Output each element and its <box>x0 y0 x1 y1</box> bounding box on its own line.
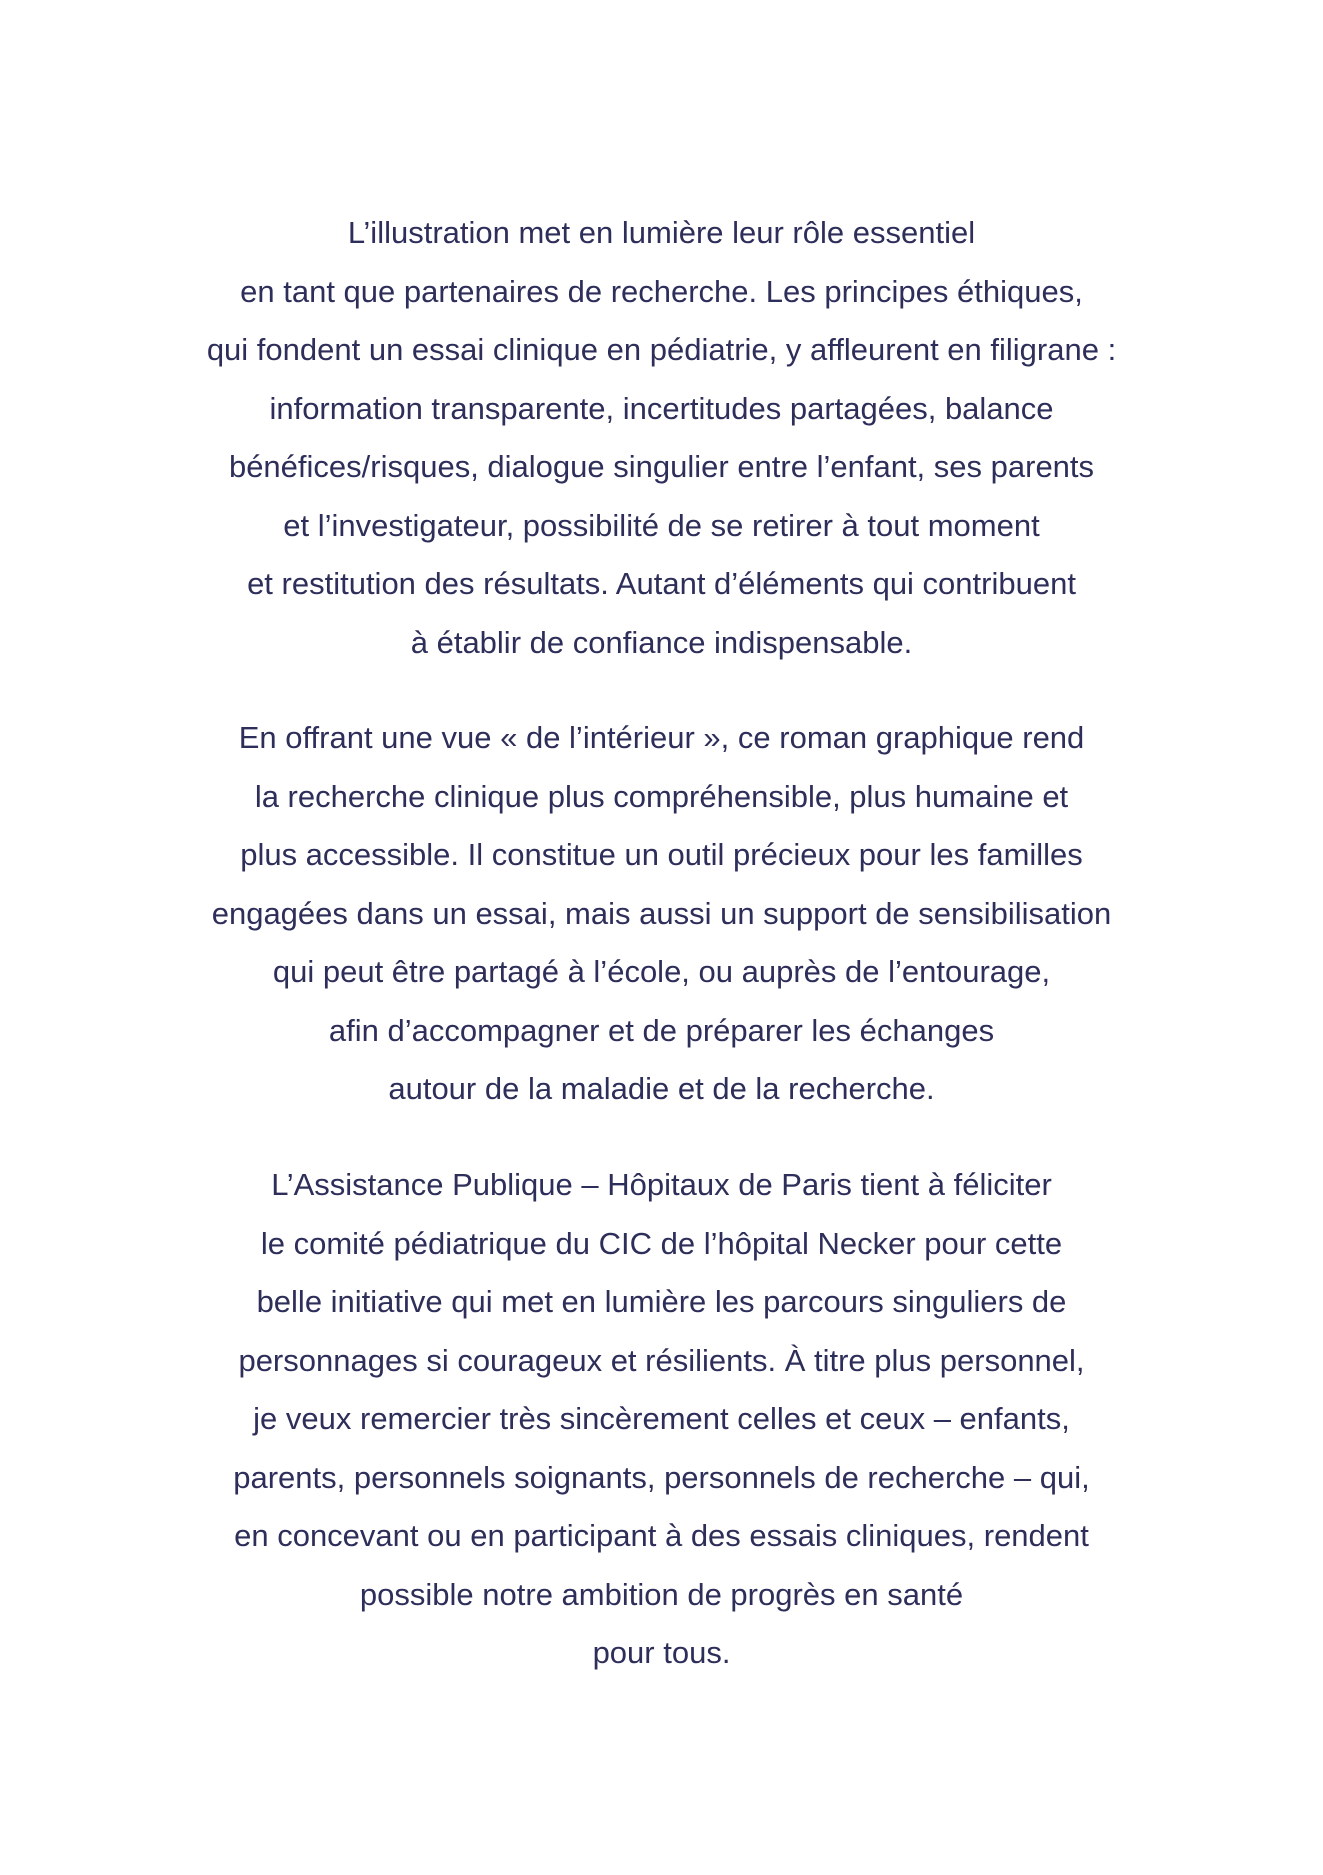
paragraph-line: la recherche clinique plus compréhensible, plus humaine et <box>254 778 1069 814</box>
paragraph-line: parents, personnels soignants, personnels de recherche – qui, <box>233 1459 1090 1495</box>
paragraph-line: autour de la maladie et de la recherche. <box>388 1071 935 1106</box>
paragraph-3 <box>0 1156 1323 1683</box>
paragraph-line: afin d’accompagner et de préparer les échanges <box>328 1012 995 1048</box>
paragraph-line: qui fondent un essai clinique en pédiatrie, y affleurent en filigrane : <box>206 332 1117 367</box>
paragraph-line: belle initiative qui met en lumière les parcours singuliers de <box>256 1284 1067 1319</box>
paragraph-line: en concevant ou en participant à des essais cliniques, rendent <box>234 1518 1089 1553</box>
paragraph-line: possible notre ambition de progrès en santé <box>359 1576 964 1612</box>
paragraph-line: qui peut être partagé à l’école, ou auprès de l’entourage, <box>272 954 1051 989</box>
paragraph-1 <box>0 204 1323 672</box>
paragraph-line: bénéfices/risques, dialogue singulier entre l’enfant, ses parents <box>228 449 1095 484</box>
paragraph-line: engagées dans un essai, mais aussi un support de sensibilisation <box>211 895 1112 931</box>
paragraph-line: pour tous. <box>592 1635 731 1670</box>
paragraph-2 <box>0 709 1323 1119</box>
paragraph-line: et restitution des résultats. Autant d’éléments qui contribuent <box>247 566 1076 601</box>
paragraph-line: En offrant une vue « de l’intérieur », ce roman graphique rend <box>238 720 1085 755</box>
paragraph-line: L’Assistance Publique – Hôpitaux de Paris tient à féliciter <box>271 1167 1052 1202</box>
paragraph-line: information transparente, incertitudes partagées, balance <box>269 390 1054 426</box>
paragraph-line: et l’investigateur, possibilité de se retirer à tout moment <box>283 507 1040 543</box>
paragraph-line: le comité pédiatrique du CIC de l’hôpital Necker pour cette <box>260 1225 1063 1261</box>
paragraph-line: personnages si courageux et résilients. À titre plus personnel, <box>238 1342 1085 1378</box>
paragraph-line: plus accessible. Il constitue un outil précieux pour les familles <box>240 837 1083 872</box>
paragraph-line: à établir de confiance indispensable. <box>410 624 913 660</box>
paragraph-line: en tant que partenaires de recherche. Les principes éthiques, <box>240 273 1083 309</box>
paragraph-line: L’illustration met en lumière leur rôle essentiel <box>347 215 976 250</box>
paragraph-line: je veux remercier très sincèrement celles et ceux – enfants, <box>253 1401 1070 1436</box>
